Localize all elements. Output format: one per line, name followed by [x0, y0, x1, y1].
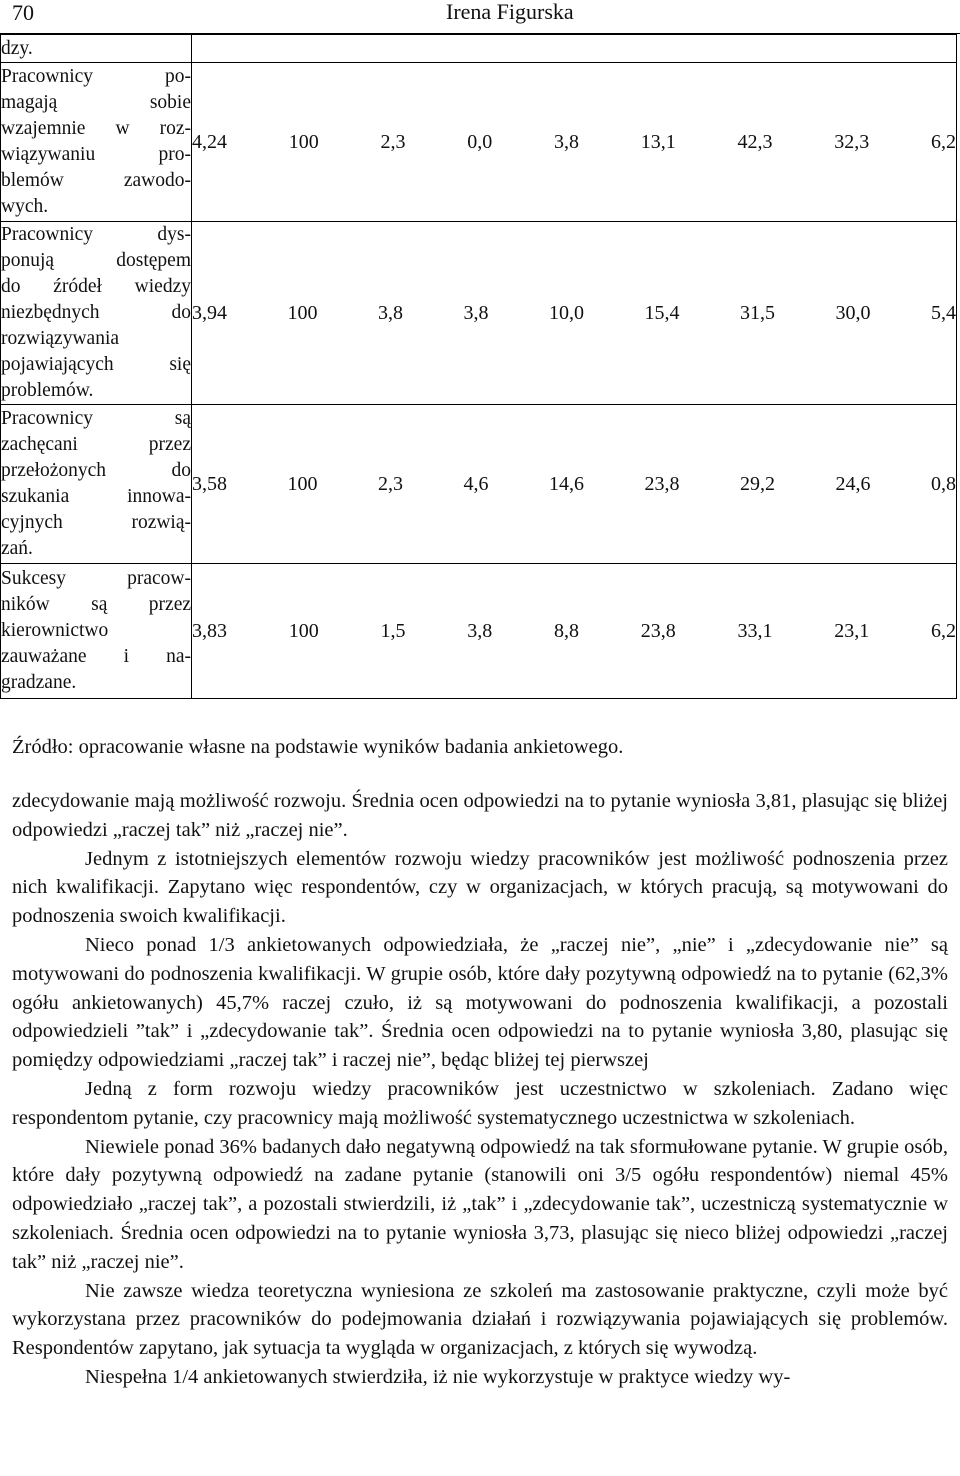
table-cell-value: 42,3	[737, 130, 773, 153]
table-cell-value: 5,4	[931, 301, 956, 324]
row-label	[1, 564, 192, 699]
row-label-line: blemów zawodo-	[1, 170, 191, 191]
table-cell-value: 23,8	[640, 619, 676, 642]
table-cell-value: 2,3	[380, 130, 406, 153]
row-label-line: ponują dostępem	[1, 250, 191, 271]
row-label	[1, 63, 192, 222]
paragraph: Niespełna 1/4 ankietowanych stwierdziła, iż nie wykorzystuje w praktyce wiedzy wy-	[85, 1365, 791, 1388]
row-label-line: Pracownicy dys-	[1, 224, 191, 245]
paragraph: Jedną z form rozwoju wiedzy pracowników jest uczestnictwo w szkoleniach. Zadano więc respondentom pytanie, czy pracownicy mają możliwość systematycznego uczestnictwa w szkoleniach.	[12, 1077, 948, 1129]
row-label-line: szukania innowa-	[1, 486, 191, 507]
table-cell-value: 4,6	[463, 472, 489, 495]
row-label-line: Sukcesy pracow-	[1, 568, 191, 589]
table-row	[1, 63, 957, 222]
body-text	[12, 787, 948, 1392]
row-label-line: dzy.	[1, 37, 33, 59]
row-label-line: niezbędnych do	[1, 302, 191, 323]
results-table	[0, 34, 957, 699]
table-cell-value: 29,2	[740, 472, 775, 495]
table-row	[1, 564, 957, 699]
row-label-line: pojawiających się	[1, 354, 191, 375]
table-row	[1, 405, 957, 564]
row-label-line: Pracownicy są	[1, 408, 191, 429]
row-label	[1, 222, 192, 405]
table-cell-value: 31,5	[740, 301, 775, 324]
row-label-line: cyjnych rozwią-	[1, 512, 191, 533]
row-label-line: zauważane i na-	[1, 646, 191, 667]
table-cell-value: 0,0	[467, 130, 493, 153]
table-cell-value: 3,94	[192, 301, 227, 324]
table-cell-value: 3,8	[554, 130, 579, 153]
paragraph: zdecydowanie mają możliwość rozwoju. Średnia ocen odpowiedzi na to pytanie wyniosła 3,81, plasując się bliżej odpowiedzi „raczej tak” niż „raczej nie”.	[12, 790, 948, 841]
table-cell-value: 6,2	[931, 130, 956, 153]
page-header	[0, 0, 960, 34]
row-label-line: zań.	[1, 538, 33, 559]
paragraph: Nie zawsze wiedza teoretyczna wyniesiona ze szkoleń ma zastosowanie praktyczne, czyli może być wykorzystana przez pracowników do podejmowania działań i rozwiązywania pojawiających się problemów. Respondentów zapytano, jak sytuacja ta wygląda w organizacjach, z których się wywodzą.	[12, 1279, 948, 1360]
row-label-line: ników są przez	[1, 594, 191, 615]
table-cell-value: 100	[287, 472, 318, 495]
paragraph: Niewiele ponad 36% badanych dało negatywną odpowiedź na tak sformułowane pytanie. W grupie osób, które dały pozytywną odpowiedź na zadane pytanie (stanowili oni 3/5 ogółu respondentów) niemal 45% odpowiedziało „raczej tak”, a pozostali stwierdzili, iż „tak” i „zdecydowanie tak”, uczestniczą systematycznie w szkoleniach. Średnia ocen odpowiedzi na to pytanie wyniosła 3,73, plasując się nieco bliżej odpowiedzi „raczej tak” niż „raczej nie”.	[12, 1135, 948, 1273]
paragraph: Jednym z istotniejszych elementów rozwoju wiedzy pracowników jest możliwość podnoszenia przez nich kwalifikacji. Zapytano więc respondentów, czy w organizacjach, w których pracują, są motywowani do podnoszenia swoich kwalifikacji.	[12, 847, 948, 928]
table-cell-value: 100	[288, 619, 319, 642]
row-label-line: wiązywaniu pro-	[1, 144, 191, 165]
table-cell-value: 3,58	[192, 472, 227, 495]
table-cell-value: 10,0	[549, 301, 584, 324]
table-cell-value: 0,8	[931, 472, 956, 495]
table-row	[1, 35, 957, 63]
row-label-line: Pracownicy po-	[1, 66, 191, 87]
table-cell-value: 23,1	[834, 619, 870, 642]
table-row	[1, 222, 957, 405]
table-cell-value: 4,24	[192, 130, 227, 153]
row-label-line: magają sobie	[1, 92, 191, 113]
table-cell-value: 100	[288, 130, 319, 153]
row-label	[1, 405, 192, 564]
table-cell-value: 1,5	[380, 619, 406, 642]
row-values	[192, 63, 957, 222]
table-cell-value: 3,8	[467, 619, 493, 642]
table-cell-value: 15,4	[644, 301, 680, 324]
table-cell-value: 2,3	[378, 472, 403, 495]
row-label-line: zachęcani przez	[1, 434, 191, 455]
row-values	[192, 405, 957, 564]
table-cell-value: 8,8	[554, 619, 579, 642]
row-values	[192, 222, 957, 405]
row-label-line: wzajemnie w roz-	[1, 118, 191, 139]
table-cell-value: 14,6	[549, 472, 584, 495]
row-label-line: gradzane.	[1, 672, 77, 693]
table-cell-value: 3,8	[463, 301, 489, 324]
running-head: Irena Figurska	[446, 0, 574, 24]
row-label-line: przełożonych do	[1, 460, 191, 481]
table-source-note: Źródło: opracowanie własne na podstawie wyników badania ankietowego.	[12, 736, 624, 758]
row-label	[1, 35, 192, 63]
row-values	[192, 564, 957, 699]
table-cell-value: 3,8	[378, 301, 403, 324]
table-cell-value: 100	[287, 301, 318, 324]
row-label-line: wych.	[1, 196, 49, 217]
row-values	[192, 35, 957, 63]
table-cell-value: 24,6	[835, 472, 871, 495]
table-cell-value: 23,8	[644, 472, 680, 495]
table-cell-value: 13,1	[640, 130, 676, 153]
row-label-line: rozwiązywania	[1, 328, 120, 349]
table-cell-value: 32,3	[834, 130, 870, 153]
table-cell-value: 6,2	[931, 619, 956, 642]
row-label-line: problemów.	[1, 380, 94, 401]
paragraph: Nieco ponad 1/3 ankietowanych odpowiedziała, że „raczej nie”, „nie” i „zdecydowanie nie” są motywowani do podnoszenia kwalifikacji. W grupie osób, które dały pozytywną odpowiedź na to pytanie (62,3% ogółu ankietowanych) 45,7% raczej czuło, iż są motywowani do podnoszenia kwalifikacji, a pozostali odpowiedzieli ”tak” i „zdecydowanie tak”. Średnia ocen odpowiedzi na to pytanie wyniosła 3,80, plasując się pomiędzy odpowiedziami „raczej tak” i raczej nie”, będąc bliżej tej pierwszej	[12, 933, 948, 1072]
table-cell-value: 33,1	[737, 619, 773, 642]
table-cell-value: 30,0	[835, 301, 871, 324]
page-number: 70	[12, 0, 34, 25]
row-label-line: kierownictwo	[1, 620, 109, 641]
row-label-line: do źródeł wiedzy	[1, 276, 191, 297]
table-cell-value: 3,83	[192, 619, 227, 642]
